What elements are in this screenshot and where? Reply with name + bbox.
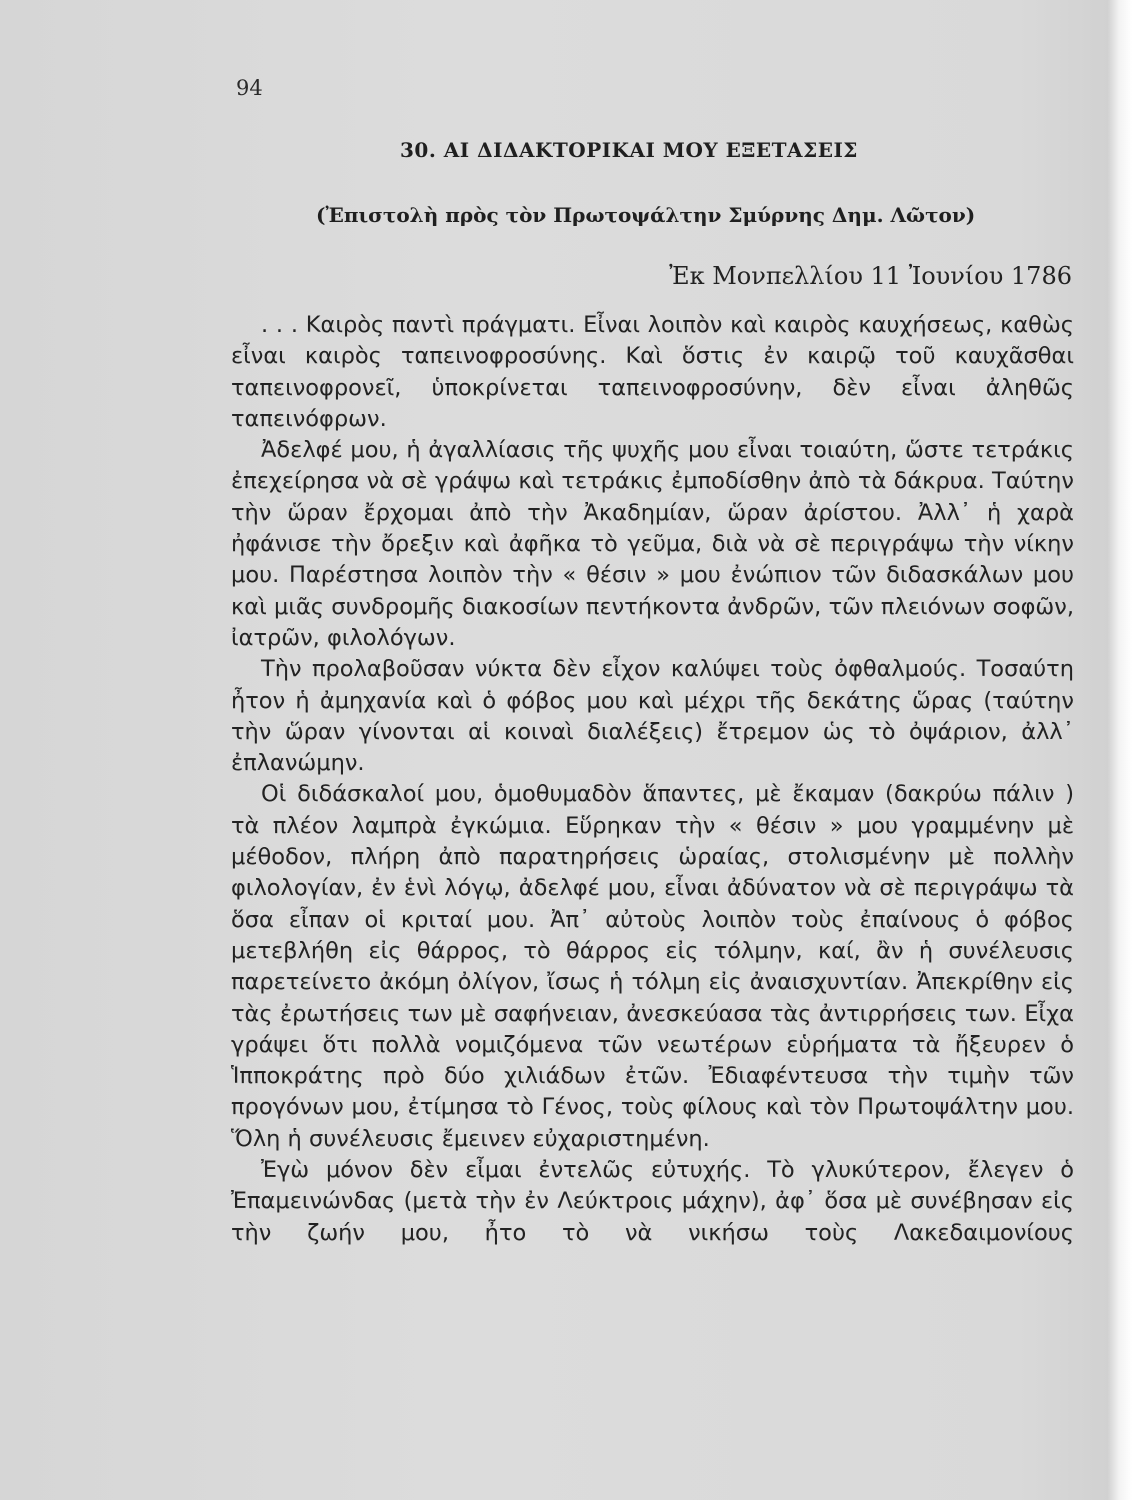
paragraph: Οἱ διδάσκαλοί μου, ὁμοθυμαδὸν ἅπαντες, μὲ ἔκαμαν (δακρύω πάλιν ) τὰ πλέον λαμπρὰ ἐγκώμια. Εὕρηκαν τὴν « θέσιν » μου γραμμένην μὲ μέθοδον, πλήρη ἀπὸ παρατηρήσεις ὡραίας, στολισμένην μὲ πολλὴν φιλολογίαν, ἐν ἑνὶ λόγῳ, ἀδελφέ μου, εἶναι ἀδύνατον νὰ σὲ περιγράψω τὰ ὅσα εἶπαν οἱ κριταί μου. Ἀπ᾽ αὐτοὺς λοιπὸν τοὺς ἐπαίνους ὁ φόβος μετεβλήθη εἰς θάρρος, τὸ θάρρος εἰς τόλμην, καί, ἂν ἡ συνέλευσις παρετείνετο ἀκόμη ὀλίγον, ἴσως ἡ τόλμη εἰς ἀναισχυντίαν. Ἀπεκρίθην εἰς τὰς ἐρωτήσεις των μὲ σαφήνειαν, ἀνεσκεύασα τὰς ἀντιρρήσεις των. Εἶχα γράψει ὅτι πολλὰ νομιζόμενα τῶν νεωτέρων εὑρήματα τὰ ἤξευρεν ὁ Ἱπποκράτης πρὸ δύο χιλιάδων ἐτῶν. Ἐδιαφέντευσα τὴν τιμὴν τῶν προγόνων μου, ἐτίμησα τὸ Γένος, τοὺς φίλους καὶ τὸν Πρωτοψάλτην μου. Ὅλη ἡ συνέλευσις ἔμεινεν εὐχαριστημένη. bbox=[231, 781, 1074, 1152]
letter-dateline: Ἐκ Μονπελλίου 11 Ἰουνίου 1786 bbox=[669, 262, 1072, 290]
paragraph: Ἐγὼ μόνον δὲν εἶμαι ἐντελῶς εὐτυχής. Τὸ γλυκύτερον, ἔλεγεν ὁ Ἐπαμεινώνδας (μετὰ τὴν ἐν Λεύκτροις μάχην), ἀφ᾽ ὅσα μὲ συνέβησαν εἰς τὴν ζωήν μου, ἦτο τὸ νὰ νικήσω τοὺς Λακεδαιμονίους bbox=[231, 1157, 1074, 1246]
page-number: 94 bbox=[236, 76, 263, 100]
paragraph: . . . Καιρὸς παντὶ πράγματι. Εἶναι λοιπὸν καὶ καιρὸς καυχήσεως, καθὼς εἶναι καιρὸς ταπεινοφροσύνης. Καὶ ὅστις ἐν καιρῷ τοῦ καυχᾶσθαι ταπεινοφρονεῖ, ὑποκρίνεται ταπεινοφροσύνην, δὲν εἶναι ἀληθῶς ταπεινόφρων. bbox=[231, 312, 1074, 432]
paragraph: Ἀδελφέ μου, ἡ ἀγαλλίασις τῆς ψυχῆς μου εἶναι τοιαύτη, ὥστε τετράκις ἐπεχείρησα νὰ σὲ γράψω καὶ τετράκις ἐμποδίσθην ἀπὸ τὰ δάκρυα. Ταύτην τὴν ὥραν ἔρχομαι ἀπὸ τὴν Ἀκαδημίαν, ὥραν ἀρίστου. Ἀλλ᾽ ἡ χαρὰ ἠφάνισε τὴν ὄρεξιν καὶ ἀφῆκα τὸ γεῦμα, διὰ νὰ σὲ περιγράψω τὴν νίκην μου. Παρέστησα λοιπὸν τὴν « θέσιν » μου ἐνώπιον τῶν διδασκάλων μου καὶ μιᾶς συνδρομῆς διακοσίων πεντήκοντα ἀνδρῶν, τῶν πλειόνων σοφῶν, ἰατρῶν, φιλολόγων. bbox=[231, 437, 1074, 651]
page-edge-shadow bbox=[1108, 0, 1132, 1500]
paragraph: Τὴν προλαβοῦσαν νύκτα δὲν εἶχον καλύψει τοὺς ὀφθαλμούς. Τοσαύτη ἦτον ἡ ἀμηχανία καὶ ὁ φόβος μου καὶ μέχρι τῆς δεκάτης ὥρας (ταύτην τὴν ὥραν γίνονται αἱ κοιναὶ διαλέξεις) ἔτρεμον ὡς τὸ ὀψάριον, ἀλλ᾽ ἐπλανώμην. bbox=[231, 656, 1074, 777]
letter-subtitle: (Ἐπιστολὴ πρὸς τὸν Πρωτοψάλτην Σμύρνης Δημ. Λῶτον) bbox=[316, 203, 976, 227]
letter-body bbox=[231, 310, 1074, 1249]
chapter-title: 30. ΑΙ ΔΙΔΑΚΤΟΡΙΚΑΙ ΜΟΥ ΕΞΕΤΑΣΕΙΣ bbox=[400, 138, 858, 162]
